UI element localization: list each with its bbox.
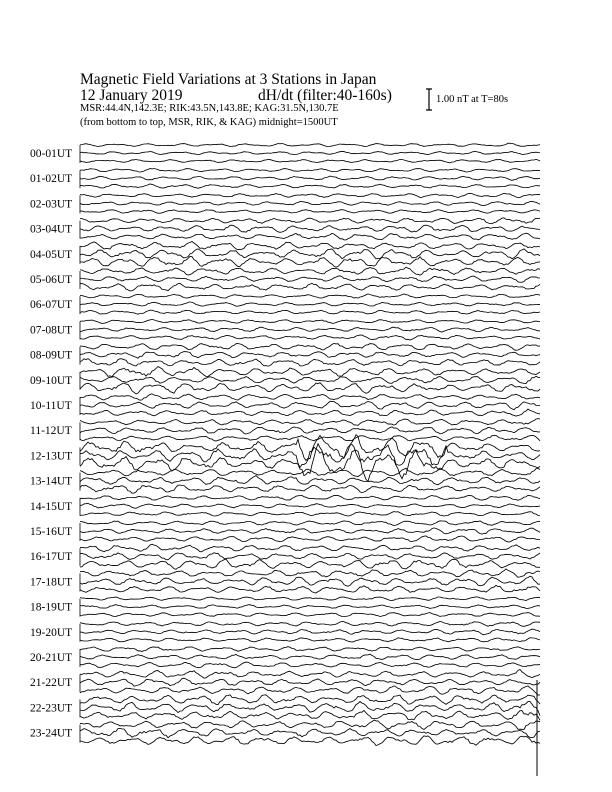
trace-rik	[80, 553, 540, 560]
trace-kag	[80, 647, 540, 652]
hour-row-label: 09-10UT	[30, 374, 73, 387]
trace-rik	[80, 352, 540, 359]
trace-rik	[80, 302, 540, 306]
trace-rik	[80, 576, 540, 586]
scale-bar	[426, 89, 432, 110]
trace-kag	[80, 344, 540, 351]
trace-msr	[80, 409, 540, 416]
trace-msr	[80, 662, 540, 668]
trace-msr	[80, 512, 540, 516]
trace-rik	[80, 503, 540, 508]
trace-rik	[80, 225, 540, 232]
hour-row-label: 14-15UT	[30, 500, 73, 513]
trace-kag	[80, 319, 540, 323]
chart-date: 12 January 2019	[80, 87, 183, 104]
trace-kag	[80, 521, 540, 526]
trace-msr	[80, 613, 540, 617]
hour-row-label: 12-13UT	[30, 450, 73, 463]
trace-kag	[80, 695, 540, 705]
hour-row-label: 18-19UT	[30, 601, 73, 614]
trace-kag	[80, 242, 540, 250]
trace-msr	[80, 210, 540, 214]
hour-row-label: 04-05UT	[30, 248, 73, 261]
trace-rik	[80, 728, 540, 737]
trace-rik	[80, 476, 540, 485]
hour-row-label: 00-01UT	[30, 148, 73, 160]
trace-rik	[80, 445, 540, 468]
trace-msr	[80, 233, 540, 240]
trace-rik	[80, 401, 540, 410]
trace-msr	[80, 536, 540, 542]
trace-kag	[80, 367, 540, 377]
trace-kag	[80, 193, 540, 197]
hour-row-label: 07-08UT	[30, 324, 73, 337]
trace-kag	[80, 569, 540, 577]
trace-msr	[80, 335, 540, 340]
trace-msr	[80, 159, 540, 162]
trace-rik	[80, 201, 540, 205]
trace-rik	[80, 176, 540, 180]
trace-kag	[80, 621, 540, 626]
trace-msr	[80, 686, 540, 695]
hour-row-label: 01-02UT	[30, 173, 73, 186]
trace-rik	[80, 528, 540, 534]
trace-rik	[80, 605, 540, 609]
trace-kag	[80, 670, 540, 679]
hour-row-label: 02-03UT	[30, 198, 73, 211]
trace-kag	[80, 143, 540, 146]
hour-row-label: 03-04UT	[30, 223, 73, 236]
trace-rik	[80, 151, 540, 154]
station-coordinates: MSR:44.4N,142.3E; RIK:43.5N,143.8E; KAG:31.5N,130.7E	[80, 103, 339, 114]
trace-rik	[80, 327, 540, 332]
hour-row-label: 06-07UT	[30, 299, 73, 312]
hour-row-label: 20-21UT	[30, 652, 73, 664]
trace-msr	[80, 435, 540, 441]
trace-msr	[80, 184, 540, 188]
trace-msr	[80, 444, 540, 482]
trace-rik	[80, 249, 540, 259]
trace-kag	[80, 720, 540, 730]
trace-rik	[80, 678, 540, 686]
trace-msr	[80, 359, 540, 367]
scale-bar-label: 1.00 nT at T=80s	[436, 94, 509, 105]
hour-row-label: 17-18UT	[30, 576, 73, 589]
trace-msr	[80, 736, 540, 746]
trace-msr	[80, 638, 540, 642]
chart-title: Magnetic Field Variations at 3 Stations in Japan	[80, 71, 377, 88]
station-order-note: (from bottom to top, MSR, RIK, & KAG) midnight=1500UT	[80, 117, 338, 128]
hour-row-label: 10-11UT	[30, 400, 72, 412]
trace-rik	[80, 629, 540, 635]
hour-row-label: 13-14UT	[30, 475, 73, 488]
hour-row-label: 22-23UT	[30, 702, 73, 715]
trace-kag	[80, 169, 540, 173]
hour-row-label: 23-24UT	[30, 727, 73, 740]
trace-kag	[80, 394, 540, 400]
hour-row-label: 16-17UT	[30, 551, 73, 564]
hour-row-label: 05-06UT	[30, 274, 73, 286]
trace-msr	[80, 310, 540, 314]
hour-row-label: 11-12UT	[30, 425, 72, 438]
trace-rik	[80, 654, 540, 660]
hour-row-label: 08-09UT	[30, 349, 73, 362]
trace-kag	[80, 544, 540, 552]
hour-row-label: 21-22UT	[30, 677, 73, 690]
trace-msr	[80, 283, 540, 291]
trace-rik	[80, 427, 540, 434]
trace-kag	[80, 495, 540, 500]
trace-kag	[80, 597, 540, 601]
trace-msr	[80, 383, 540, 394]
chart-quantity: dH/dt (filter:40-160s)	[258, 87, 392, 104]
trace-rik	[80, 276, 540, 283]
trace-kag	[80, 419, 540, 426]
trace-rik	[80, 702, 540, 716]
trace-rik	[80, 376, 540, 383]
trace-msr	[80, 257, 540, 268]
trace-kag	[80, 267, 540, 275]
trace-msr	[80, 559, 540, 569]
trace-kag	[80, 294, 540, 298]
trace-msr	[80, 485, 540, 493]
hour-row-label: 19-20UT	[30, 626, 73, 639]
trace-msr	[80, 585, 540, 593]
trace-kag	[80, 218, 540, 224]
hour-row-label: 15-16UT	[30, 526, 73, 538]
